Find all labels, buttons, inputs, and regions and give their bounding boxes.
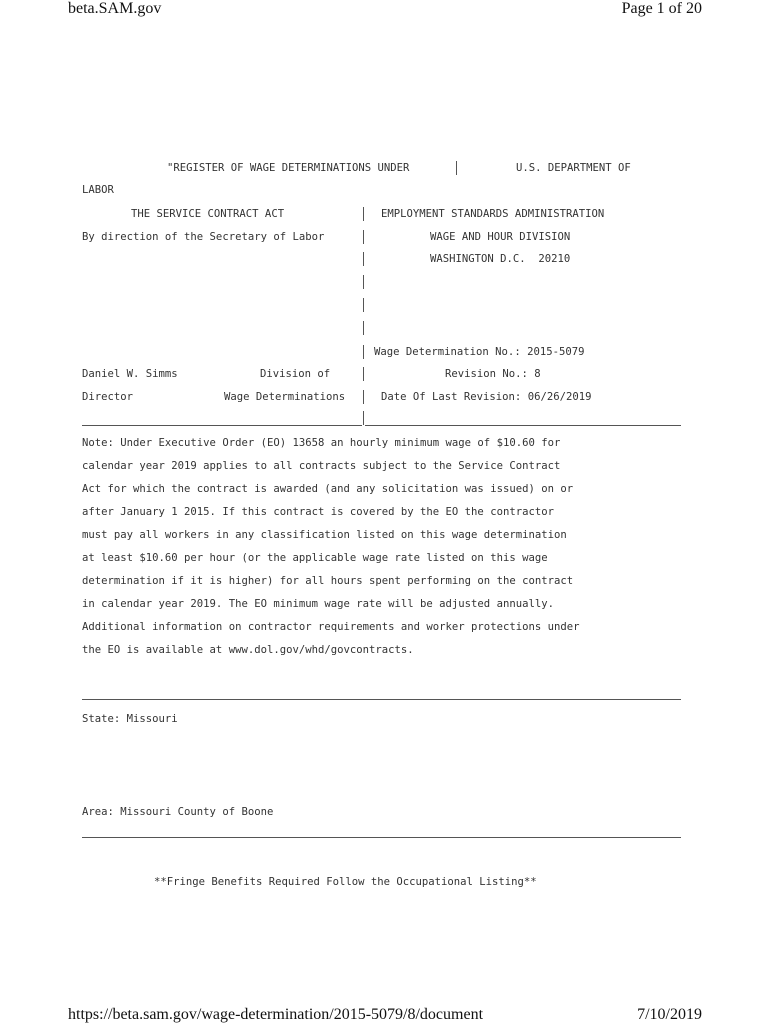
division-name: WAGE AND HOUR DIVISION [430,231,571,243]
column-divider [363,207,364,221]
column-divider [363,390,364,404]
page-number: Page 1 of 20 [621,0,702,17]
signer-title: Director [82,391,134,403]
register-title-line3: By direction of the Secretary of Labor [82,231,325,243]
column-divider [363,252,364,266]
section-rule [82,837,681,838]
section-rule [82,699,681,700]
signer-division-line2: Wage Determinations [224,391,346,403]
column-divider [363,275,364,289]
column-divider [363,298,364,312]
wage-determination-number: Wage Determination No.: 2015-5079 [374,346,585,358]
note-line: at least $10.60 per hour (or the applicable wage rate listed on this wage [82,552,548,564]
note-line: Additional information on contractor requirements and worker protections under [82,621,580,633]
note-line: Act for which the contract is awarded (and any solicitation was issued) on or [82,483,574,495]
department-name: U.S. DEPARTMENT OF [516,162,631,174]
document-url: https://beta.sam.gov/wage-determination/2015-5079/8/document [68,1006,484,1023]
column-divider [363,321,364,335]
state-label: State: Missouri [82,713,178,725]
register-title-line1: "REGISTER OF WAGE DETERMINATIONS UNDER [167,162,410,174]
site-name: beta.SAM.gov [68,0,162,17]
area-label: Area: Missouri County of Boone [82,806,274,818]
note-line: the EO is available at www.dol.gov/whd/govcontracts. [82,644,414,656]
signer-division-line1: Division of [260,368,331,380]
note-line: calendar year 2019 applies to all contracts subject to the Service Contract [82,460,561,472]
revision-number: Revision No.: 8 [445,368,541,380]
header-rule-left [82,425,362,426]
division-location: WASHINGTON D.C. 20210 [430,253,571,265]
signer-name: Daniel W. Simms [82,368,178,380]
column-divider [363,411,364,425]
note-line: must pay all workers in any classification listed on this wage determination [82,529,567,541]
note-line: determination if it is higher) for all hours spent performing on the contract [82,575,574,587]
last-revision-date: Date Of Last Revision: 06/26/2019 [381,391,592,403]
fringe-benefits-notice: **Fringe Benefits Required Follow the Occupational Listing** [154,876,537,888]
note-line: Note: Under Executive Order (EO) 13658 an hourly minimum wage of $10.60 for [82,437,561,449]
print-date: 7/10/2019 [637,1006,702,1023]
note-line: in calendar year 2019. The EO minimum wage rate will be adjusted annually. [82,598,554,610]
register-title-line2: THE SERVICE CONTRACT ACT [131,208,285,220]
administration-name: EMPLOYMENT STANDARDS ADMINISTRATION [381,208,605,220]
header-rule-right [365,425,681,426]
column-divider [363,345,364,359]
column-divider [456,161,457,175]
note-line: after January 1 2015. If this contract is covered by the EO the contractor [82,506,554,518]
column-divider [363,230,364,244]
column-divider [363,367,364,381]
department-name-continued: LABOR [82,184,114,196]
